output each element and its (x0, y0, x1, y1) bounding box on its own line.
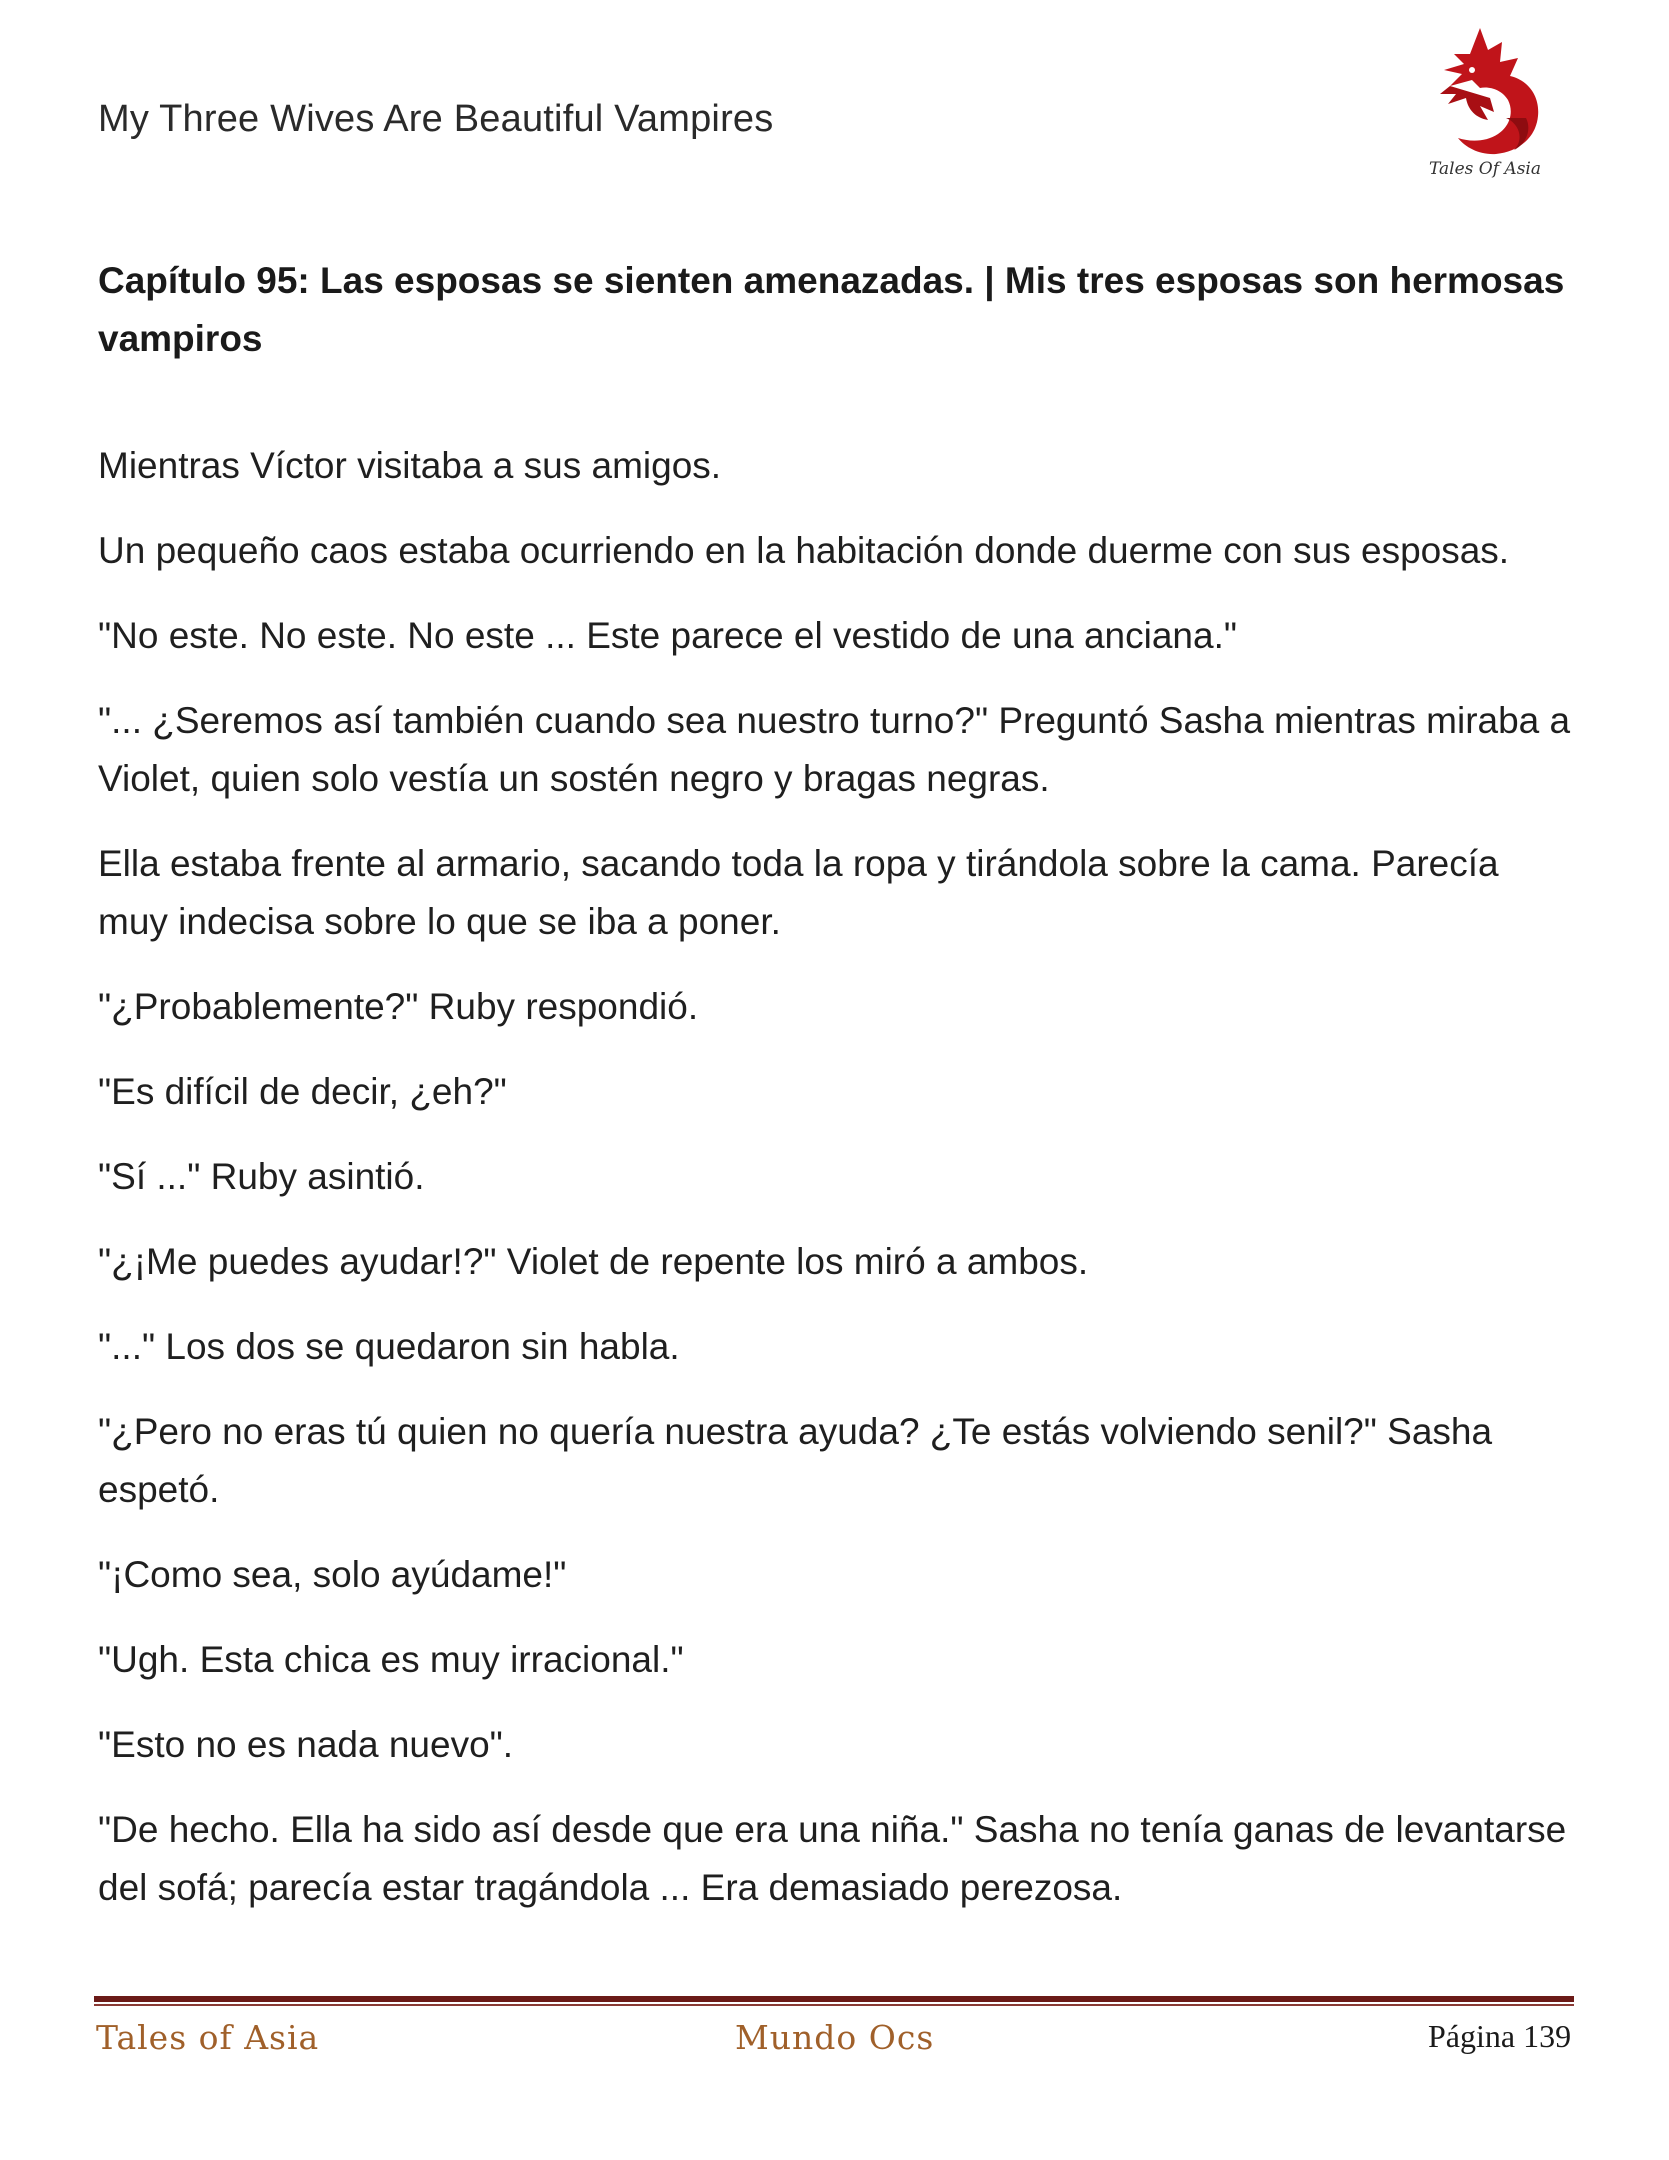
paragraph: "¿Probablemente?" Ruby respondió. (98, 986, 699, 1027)
tales-of-asia-logo (1410, 20, 1560, 180)
book-title: My Three Wives Are Beautiful Vampires (98, 98, 774, 140)
red-dragon-head-icon (1410, 20, 1560, 180)
footer-divider (94, 1996, 1574, 2006)
paragraph: "De hecho. Ella ha sido así desde que era una niña." Sasha no tenía ganas de levantarse del sofá; parecía estar tragándola ... Era demasiado perezosa. (98, 1809, 1567, 1908)
paragraph: Un pequeño caos estaba ocurriendo en la habitación donde duerme con sus esposas. (98, 530, 1510, 571)
logo-text: Tales Of Asia (1429, 159, 1541, 179)
paragraph: "Es difícil de decir, ¿eh?" (98, 1071, 507, 1112)
chapter-title: Capítulo 95: Las esposas se sienten amenazadas. | Mis tres esposas son hermosas vampiros (98, 260, 1565, 359)
page-number-value: 139 (1523, 2018, 1572, 2054)
paragraph: "Esto no es nada nuevo". (98, 1724, 514, 1765)
footer-left-label: Tales of Asia (96, 2018, 320, 2057)
paragraph: "¿¡Me puedes ayudar!?" Violet de repente los miró a ambos. (98, 1241, 1089, 1282)
page-number (1428, 2018, 1571, 2055)
paragraph: "Sí ..." Ruby asintió. (98, 1156, 425, 1197)
paragraph: Ella estaba frente al armario, sacando toda la ropa y tirándola sobre la cama. Parecía muy indecisa sobre lo que se iba a poner. (98, 843, 1499, 942)
paragraph: "Ugh. Esta chica es muy irracional." (98, 1639, 684, 1680)
paragraph: "..." Los dos se quedaron sin habla. (98, 1326, 680, 1367)
paragraph: "No este. No este. No este ... Este parece el vestido de una anciana." (98, 615, 1237, 656)
chapter-body (98, 437, 1578, 1944)
paragraph: "¡Como sea, solo ayúdame!" (98, 1554, 567, 1595)
paragraph: "... ¿Seremos así también cuando sea nuestro turno?" Preguntó Sasha mientras miraba a Violet, quien solo vestía un sostén negro y bragas negras. (98, 700, 1571, 799)
paragraph: Mientras Víctor visitaba a sus amigos. (98, 445, 722, 486)
paragraph: "¿Pero no eras tú quien no quería nuestra ayuda? ¿Te estás volviendo senil?" Sasha espetó. (98, 1411, 1493, 1510)
footer-center-label: Mundo Ocs (735, 2018, 935, 2057)
page-label: Página (1428, 2018, 1516, 2054)
